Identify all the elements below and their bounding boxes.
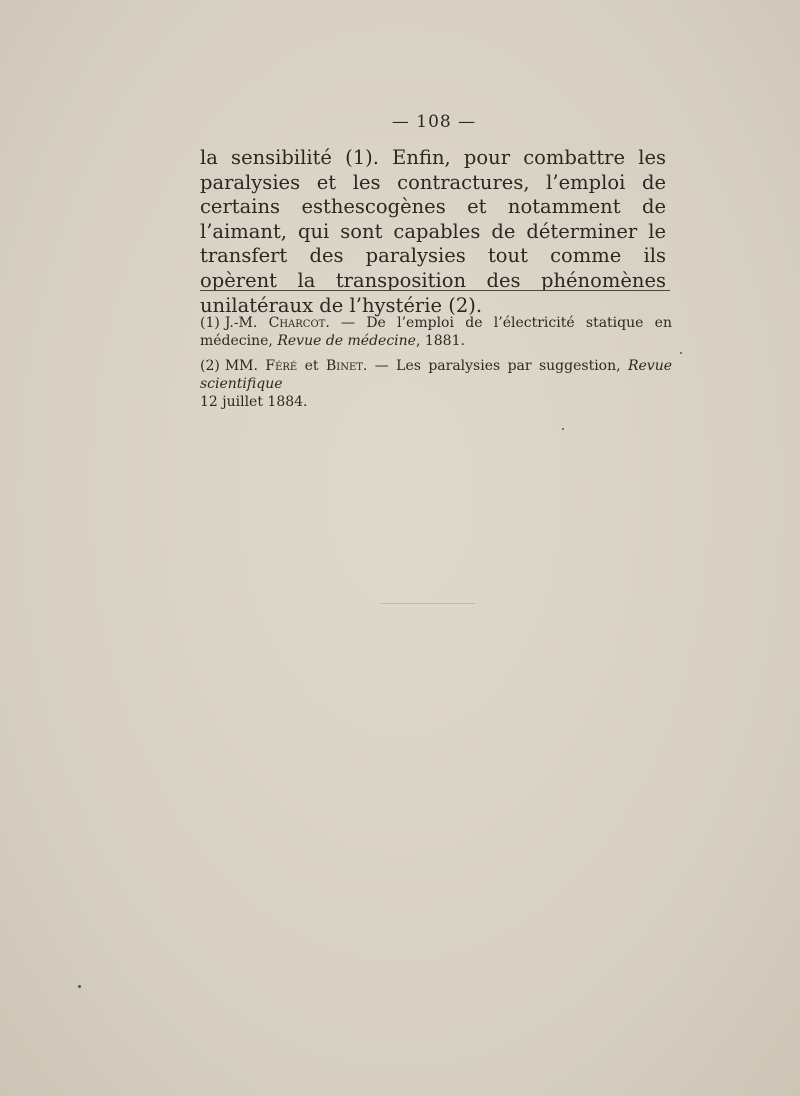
footnote-author-first: J.-M. [224, 315, 258, 331]
footnote-connector: et [304, 358, 319, 374]
footnote-author: Charcot [268, 315, 326, 331]
footnote-2 [200, 357, 672, 411]
footnote-marker: (1) [200, 315, 220, 331]
footnote-text: . — Les paralysies par suggestion, [362, 358, 621, 374]
footnote-1 [200, 314, 672, 350]
footnote-author-2: Binet [325, 358, 363, 374]
footnote-author: Féré [265, 358, 298, 374]
paper-speck [562, 428, 564, 430]
body-text [200, 146, 666, 318]
footnote-separator [200, 290, 670, 291]
footnote-journal: Revue scientifique [200, 358, 673, 392]
footnote-marker: (2) [200, 358, 220, 374]
footnote-journal: Revue de médecine [277, 333, 416, 349]
footnote-tail: 12 juillet 1884. [200, 394, 308, 410]
footnote-author-first: MM. [224, 358, 258, 374]
paper-speck [680, 352, 682, 354]
body-paragraph: la sensibilité (1). Enfin, pour combattre les paralysies et les contractures, l’emploi de certains esthescogènes et notamment de l’aimant, qui sont capables de déterminer le transfert des paralysies tout comme ils opèrent la transposition des phénomènes unilatéraux de l’hystérie (2). [200, 146, 666, 317]
footnotes [200, 314, 672, 418]
footnote-text: . — De l’emploi de l’électricité statique en médecine, [200, 315, 672, 349]
page-number: — 108 — [391, 112, 477, 132]
footnote-tail: , 1881. [415, 333, 465, 349]
paper-speck [78, 985, 81, 988]
show-through-rule [380, 603, 475, 604]
